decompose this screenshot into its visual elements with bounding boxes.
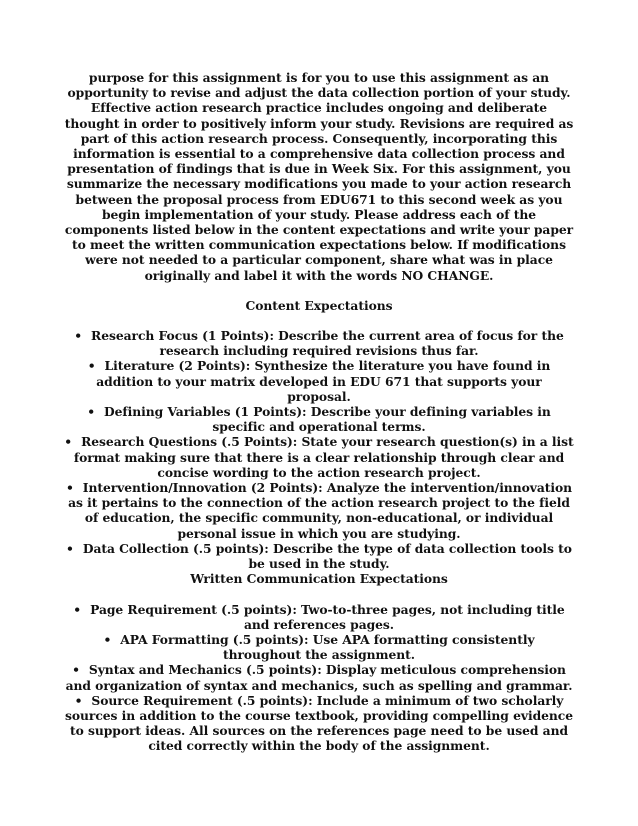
list-item [64, 693, 574, 754]
written-communication-heading: Written Communication Expectations [190, 571, 448, 587]
written-communication-list [64, 602, 574, 754]
list-item-text: Literature (2 Points): Synthesize the literature you have found in addition to your matrix developed in EDU 671 that supports your proposal. [96, 358, 551, 404]
list-item [64, 328, 574, 358]
list-item-text: Data Collection (.5 points): Describe the type of data collection tools to be used in the study. [82, 540, 572, 572]
list-item [64, 434, 574, 480]
bullet-icon: • [74, 328, 83, 344]
list-item [64, 662, 574, 692]
content-expectations-list [64, 328, 574, 571]
list-item [64, 632, 574, 662]
list-item [64, 602, 574, 632]
list-item-text: Intervention/Innovation (2 Points): Analyze the intervention/innovation as it pertains to the connection of the action research project to the field of education, the specific community, non-educational, or individual personal issue in which you are studying. [68, 480, 573, 541]
list-item-text: Syntax and Mechanics (.5 points): Display meticulous comprehension and organization of syntax and mechanics, such as spelling and grammar. [65, 662, 573, 693]
bullet-icon: • [65, 480, 74, 496]
bullet-icon: • [66, 540, 74, 556]
bullet-icon: • [72, 662, 80, 678]
bullet-icon: • [64, 434, 73, 450]
list-item [64, 480, 574, 541]
list-item-text: Page Requirement (.5 points): Two-to-three pages, not including title and references pages. [90, 601, 565, 632]
intro-paragraph: purpose for this assignment is for you to use this assignment as an opportunity to revise and adjust the data collection portion of your study. Effective action research practice includes ongoing and deliberate thought in order to positively inform your study. Revisions are required as part of this action research process. Consequently, incorporating this information is essential to a comprehensive data collection process and presentation of findings that is due in Week Six. For this assignment, you summarize the necessary modifications you made to your action research between the proposal process from EDU671 to this second week as you begin implementation of your study. Please address each of the components listed below in the content expectations and write your paper to meet the written communication expectations below. If modifications were not needed to a particular component, share what was in place originally and label it with the words NO CHANGE. [64, 70, 574, 283]
document-body [64, 70, 574, 754]
bullet-icon: • [87, 358, 96, 374]
bullet-icon: • [74, 692, 83, 708]
list-item-text: Research Focus (1 Points): Describe the current area of focus for the research including required revisions thus far. [91, 328, 564, 359]
list-item-text: Research Questions (.5 Points): State your research question(s) in a list format making sure that there is a clear relationship through clear and concise wording to the action research project. [73, 434, 574, 480]
list-item [64, 404, 574, 434]
bullet-icon: • [103, 631, 112, 647]
list-item [64, 358, 574, 404]
list-item-text: Source Requirement (.5 points): Include a minimum of two scholarly sources in addition to the course textbook, providing compelling evidence to support ideas. All sources on the references page need to be used and cited correctly within the body of the assignment. [65, 692, 573, 754]
list-item-text: Defining Variables (1 Points): Describe your defining variables in specific and operational terms. [104, 404, 551, 435]
bullet-icon: • [73, 601, 82, 617]
content-expectations-heading: Content Expectations [245, 297, 393, 313]
list-item-text: APA Formatting (.5 points): Use APA formatting consistently throughout the assignment. [120, 631, 535, 663]
list-item [64, 541, 574, 571]
bullet-icon: • [87, 404, 96, 420]
